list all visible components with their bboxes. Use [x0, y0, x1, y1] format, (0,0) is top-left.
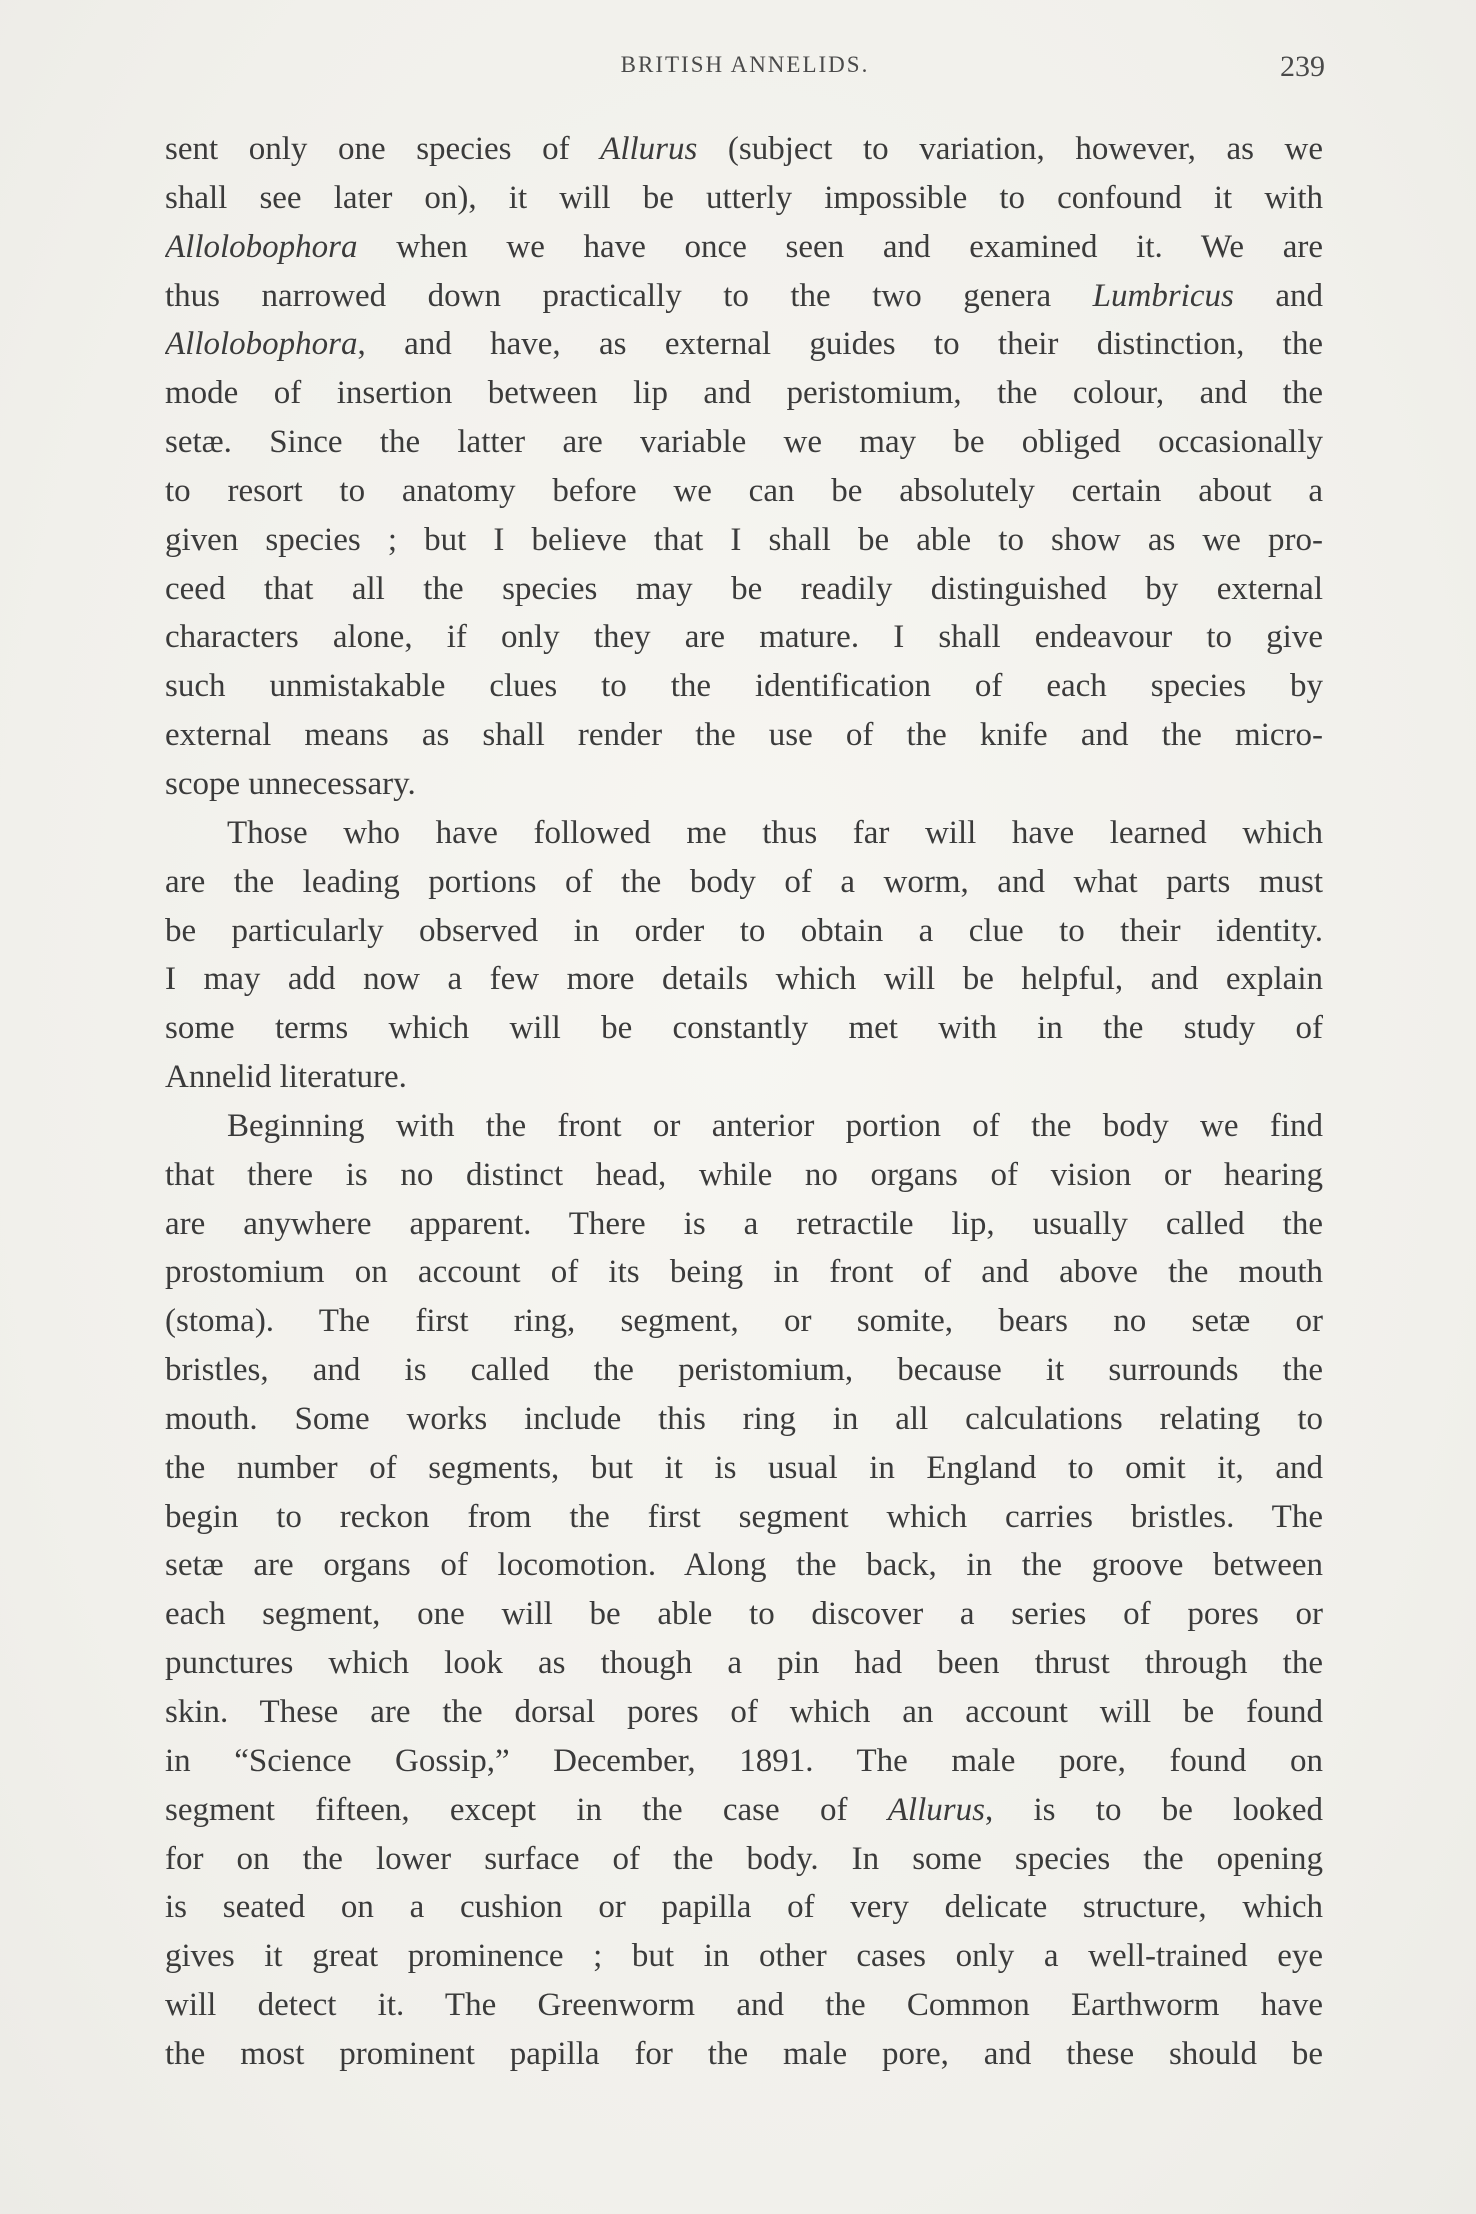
text-line	[165, 1883, 1323, 1932]
text-run: that there is no distinct head, while no organs of vision or hearing	[165, 1156, 1323, 1193]
text-line	[165, 1786, 1323, 1835]
text-run: when we have once seen and examined it. We are	[357, 228, 1323, 265]
text-line	[165, 1932, 1323, 1981]
text-line	[165, 858, 1323, 907]
text-line	[165, 809, 1323, 858]
text-line	[165, 418, 1323, 467]
text-run: the number of segments, but it is usual in England to omit it, and	[165, 1449, 1323, 1486]
text-run: punctures which look as though a pin had been thrust through the	[165, 1645, 1323, 1682]
text-line	[165, 1248, 1323, 1297]
body-text	[165, 125, 1323, 2079]
text-line	[165, 1541, 1323, 1590]
italic-genus-name: Lumbricus	[1092, 277, 1234, 314]
text-run: Annelid literature.	[165, 1059, 407, 1096]
text-line	[165, 467, 1323, 516]
text-run: for on the lower surface of the body. In some species the opening	[165, 1840, 1323, 1877]
text-line	[165, 907, 1323, 956]
text-line	[165, 955, 1323, 1004]
text-run: such unmistakable clues to the identification of each species by	[165, 668, 1323, 705]
text-run: prostomium on account of its being in front of and above the mouth	[165, 1254, 1323, 1291]
text-line	[165, 1590, 1323, 1639]
text-run: shall see later on), it will be utterly impossible to confound it with	[165, 179, 1323, 216]
text-run: external means as shall render the use of the knife and the micro-	[165, 717, 1323, 754]
text-run: bristles, and is called the peristomium, because it surrounds the	[165, 1352, 1323, 1389]
text-line	[165, 1493, 1323, 1542]
text-line	[165, 2030, 1323, 2079]
text-line	[165, 1639, 1323, 1688]
text-run: skin. These are the dorsal pores of which an account will be found	[165, 1694, 1323, 1730]
text-run: Beginning with the front or anterior portion of the body we find	[227, 1107, 1323, 1144]
text-run: some terms which will be constantly met with in the study of	[165, 1010, 1323, 1047]
text-run: given species ; but I believe that I shall be able to show as we pro-	[165, 521, 1323, 558]
text-run: mode of insertion between lip and peristomium, the colour, and the	[165, 375, 1323, 412]
text-line	[165, 662, 1323, 711]
text-line	[165, 1151, 1323, 1200]
text-run: Those who have followed me thus far will have learned which	[227, 814, 1323, 851]
text-run: be particularly observed in order to obtain a clue to their identity.	[165, 912, 1323, 949]
text-run: scope unnecessary.	[165, 765, 416, 802]
text-run: ceed that all the species may be readily distinguished by external	[165, 570, 1323, 607]
text-line	[165, 565, 1323, 614]
text-line	[165, 125, 1323, 174]
text-line	[165, 516, 1323, 565]
text-line	[165, 1835, 1323, 1884]
text-run: to resort to anatomy before we can be absolutely certain about a	[165, 472, 1323, 509]
text-run: in “Science Gossip,” December, 1891. The male pore, found on	[165, 1742, 1323, 1779]
text-line	[165, 320, 1323, 369]
text-run: setæ are organs of locomotion. Along the back, in the groove between	[165, 1547, 1323, 1584]
text-run: gives it great prominence ; but in other cases only a well-trained eye	[165, 1938, 1323, 1975]
text-run: begin to reckon from the first segment which carries bristles. The	[165, 1498, 1323, 1535]
text-run: are anywhere apparent. There is a retractile lip, usually called the	[165, 1205, 1323, 1242]
text-run: (stoma). The first ring, segment, or somite, bears no setæ or	[165, 1303, 1323, 1340]
text-line	[165, 1981, 1323, 2030]
text-line	[165, 272, 1323, 321]
text-line	[165, 223, 1323, 272]
text-run: thus narrowed down practically to the two genera	[165, 277, 1093, 314]
text-line	[165, 1053, 1323, 1102]
text-line	[165, 711, 1323, 760]
text-run: I may add now a few more details which will be helpful, and explain	[165, 961, 1323, 998]
text-run: will detect it. The Greenworm and the Common Earthworm have	[165, 1987, 1323, 2024]
text-run: each segment, one will be able to discover a series of pores or	[165, 1596, 1323, 1633]
text-line	[165, 1200, 1323, 1249]
italic-genus-name: Allurus	[600, 131, 698, 167]
text-line	[165, 174, 1323, 223]
text-line	[165, 1737, 1323, 1786]
text-run: segment fifteen, except in the case of	[165, 1791, 888, 1828]
text-line	[165, 369, 1323, 418]
italic-genus-name: Allolobophora	[165, 326, 358, 363]
text-line	[165, 1444, 1323, 1493]
text-line	[165, 1297, 1323, 1346]
page-number: 239	[1280, 50, 1325, 83]
running-title: BRITISH ANNELIDS.	[620, 52, 870, 77]
text-run: (subject to variation, however, as we	[697, 131, 1323, 167]
italic-genus-name: Allurus	[887, 1791, 985, 1828]
text-run: , and have, as external guides to their distinction, the	[357, 326, 1323, 363]
text-run: characters alone, if only they are mature. I shall endeavour to give	[165, 619, 1323, 656]
running-head	[165, 50, 1325, 90]
italic-genus-name: Allolobophora	[165, 228, 358, 265]
text-line	[165, 613, 1323, 662]
text-run: sent only one species of	[165, 131, 601, 167]
text-line	[165, 1004, 1323, 1053]
text-run: are the leading portions of the body of a worm, and what parts must	[165, 863, 1323, 900]
text-line	[165, 1346, 1323, 1395]
text-line	[165, 1688, 1323, 1737]
text-run: is seated on a cushion or papilla of very delicate structure, which	[165, 1889, 1323, 1926]
text-run: and	[1233, 277, 1323, 314]
text-line	[165, 760, 1323, 809]
text-run: mouth. Some works include this ring in all calculations relating to	[165, 1400, 1323, 1437]
text-run: , is to be looked	[984, 1791, 1323, 1828]
text-run: the most prominent papilla for the male pore, and these should be	[165, 2035, 1323, 2072]
text-line	[165, 1102, 1323, 1151]
text-line	[165, 1395, 1323, 1444]
text-run: setæ. Since the latter are variable we may be obliged occasionally	[165, 424, 1323, 461]
